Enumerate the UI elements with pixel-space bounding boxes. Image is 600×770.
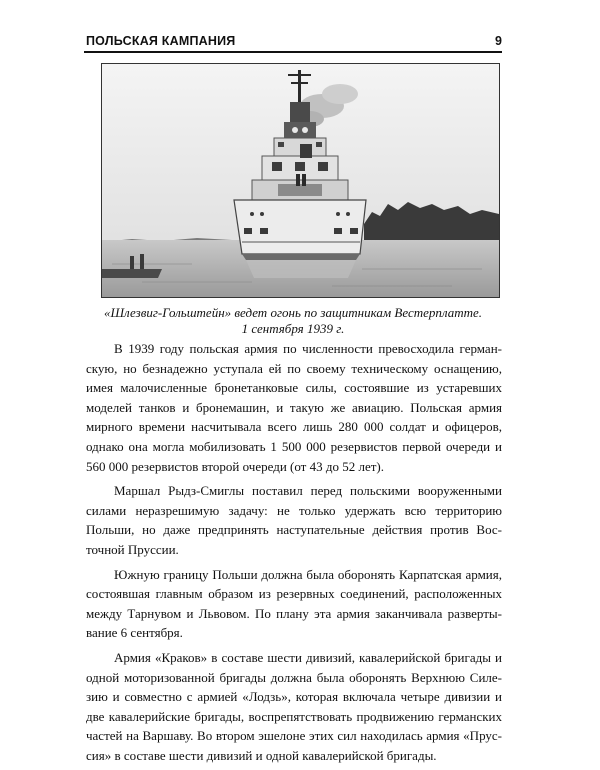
text-line: имея малочисленные бронетанковые силы, состоявшие из устаревших [86,380,502,396]
photo-caption [84,305,502,337]
text-line: состоявшая главным образом из резервных соединений, расположенных [86,586,502,602]
paragraph [86,339,502,476]
caption-line: «Шлезвиг-Гольштейн» ведет огонь по защитникам Вестерплатте. [103,305,483,320]
body-text [86,339,502,770]
running-title: ПОЛЬСКАЯ КАМПАНИЯ [86,34,236,48]
text-line: зию и совместно с армией «Лодзь», которая включала четыре дивизии и [86,689,502,705]
page-number: 9 [495,34,502,48]
text-line: две кавалерийские бригады, воспрепятствовать продвижению германских [86,708,502,724]
text-line: однако она могла мобилизовать 1 500 000 резервистов первой очереди и [86,438,502,454]
paragraph [86,648,502,766]
battleship-illustration [102,64,499,297]
text-line: 560 000 резервистов второй очереди (от 43 до 52 лет). [86,458,384,474]
text-line: между Тарнувом и Львовом. По плану эта армия заканчивала разверты- [86,605,502,621]
text-line: мирного времени насчитывала всего лишь 280 000 солдат и офицеров, [86,419,502,435]
running-header [84,33,502,53]
text-line: вание 6 сентября. [86,625,183,641]
text-line: моделей танков и бронемашин, и такую же авиацию. Польская армия [86,399,502,415]
text-line: сия» в составе шести дивизий и одной кавалерийской бригады. [86,747,437,763]
text-line: скую, но безнадежно уступала ей по своему техническому оснащению, [86,360,502,376]
battleship-photo [101,63,500,298]
text-line: точной Пруссии. [86,541,179,557]
text-line: Маршал Рыдз-Смиглы поставил перед польскими вооруженными [114,483,502,499]
paragraph [86,565,502,643]
text-line: одной моторизованной бригады должна была оборонять Верхнюю Силе- [86,669,502,685]
text-line: силами неразрешимую задачу: не только удержать всю территорию [86,502,502,518]
text-line: Польши, но даже предпринять наступательные действия против Вос- [86,522,502,538]
text-line: частей на Варшаву. Во втором эшелоне этих сил находилась армия «Прус- [86,728,502,744]
text-line: Армия «Краков» в составе шести дивизий, кавалерийской бригады и [114,649,502,665]
text-line: В 1939 году польская армия по численности превосходила герман- [114,341,502,356]
paragraph [86,481,502,559]
caption-line: 1 сентября 1939 г. [241,321,345,336]
text-line: Южную границу Польши должна была оборонять Карпатская армия, [114,566,502,582]
